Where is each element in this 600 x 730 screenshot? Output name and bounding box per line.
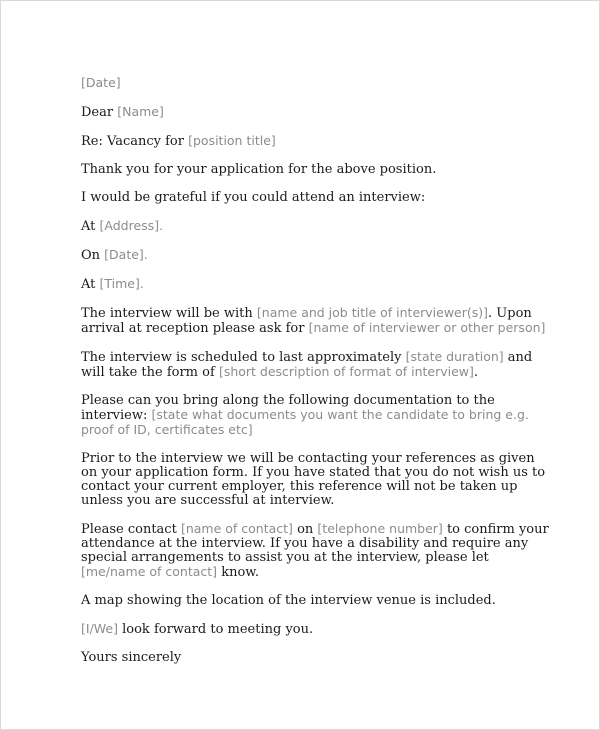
references-paragraph: Prior to the interview we will be contacting your references as given on your application form. If you have stated that you do not wish us to contact your current employer, this reference will not be taken up unless you are successful at interview. <box>81 451 546 508</box>
documents-text: Please can you bring along the following documentation to the interview: <box>81 393 495 423</box>
signoff: Yours sincerely <box>81 650 182 665</box>
duration-text-2: and will take the form of <box>81 350 533 380</box>
date-detail-line <box>81 248 551 263</box>
interviewer-placeholder: [name and job title of interviewer(s)] <box>256 305 489 320</box>
format-placeholder: [short description of format of interview] <box>218 364 474 379</box>
salutation-line <box>81 105 551 120</box>
reception-placeholder: [name of interviewer or other person] <box>308 320 546 335</box>
at-label: At <box>81 219 96 234</box>
duration-text-1: The interview is scheduled to last approximately <box>81 350 402 365</box>
address-placeholder: [Address]. <box>99 218 164 233</box>
iwe-placeholder: [I/We] <box>81 621 118 636</box>
interviewer-paragraph <box>81 306 551 336</box>
date-detail-placeholder: [Date]. <box>104 247 148 262</box>
contact-text-3: to confirm your attendance at the interview. If you have a disability and require any special arrangements to assist you at the interview, please let <box>81 522 549 565</box>
closing-paragraph <box>81 622 551 637</box>
map-paragraph: A map showing the location of the interview venue is included. <box>81 593 496 608</box>
subject-line <box>81 134 551 149</box>
closing-text: look forward to meeting you. <box>122 622 314 637</box>
date-placeholder: [Date] <box>81 75 121 90</box>
position-placeholder: [position title] <box>188 133 276 148</box>
documents-placeholder: [state what documents you want the candidate to bring e.g. proof of ID, certificates etc] <box>81 407 529 437</box>
contact-text-4: know. <box>221 565 259 580</box>
interviewer-text-1: The interview will be with <box>81 306 253 321</box>
me-name-placeholder: [me/name of contact] <box>81 564 218 579</box>
contact-placeholder: [name of contact] <box>180 521 293 536</box>
interview-invitation-letter <box>81 76 551 679</box>
name-placeholder: [Name] <box>117 104 164 119</box>
telephone-placeholder: [telephone number] <box>317 521 443 536</box>
contact-text-2: on <box>297 522 314 537</box>
interviewer-text-2: . Upon arrival at reception please ask for <box>81 306 532 336</box>
salutation: Dear <box>81 105 114 120</box>
time-line <box>81 277 551 292</box>
on-label: On <box>81 248 101 263</box>
address-line <box>81 219 551 234</box>
intro-paragraph: Thank you for your application for the above position. <box>81 162 437 177</box>
documents-paragraph <box>81 394 551 438</box>
request-paragraph: I would be grateful if you could attend an interview: <box>81 190 426 205</box>
contact-paragraph <box>81 522 551 580</box>
date-line <box>81 76 551 91</box>
time-placeholder: [Time]. <box>99 276 144 291</box>
subject-label: Re: Vacancy for <box>81 134 184 149</box>
format-text-end: . <box>473 365 479 380</box>
duration-placeholder: [state duration] <box>405 349 504 364</box>
duration-paragraph <box>81 350 551 380</box>
at-time-label: At <box>81 277 96 292</box>
contact-text-1: Please contact <box>81 522 177 537</box>
